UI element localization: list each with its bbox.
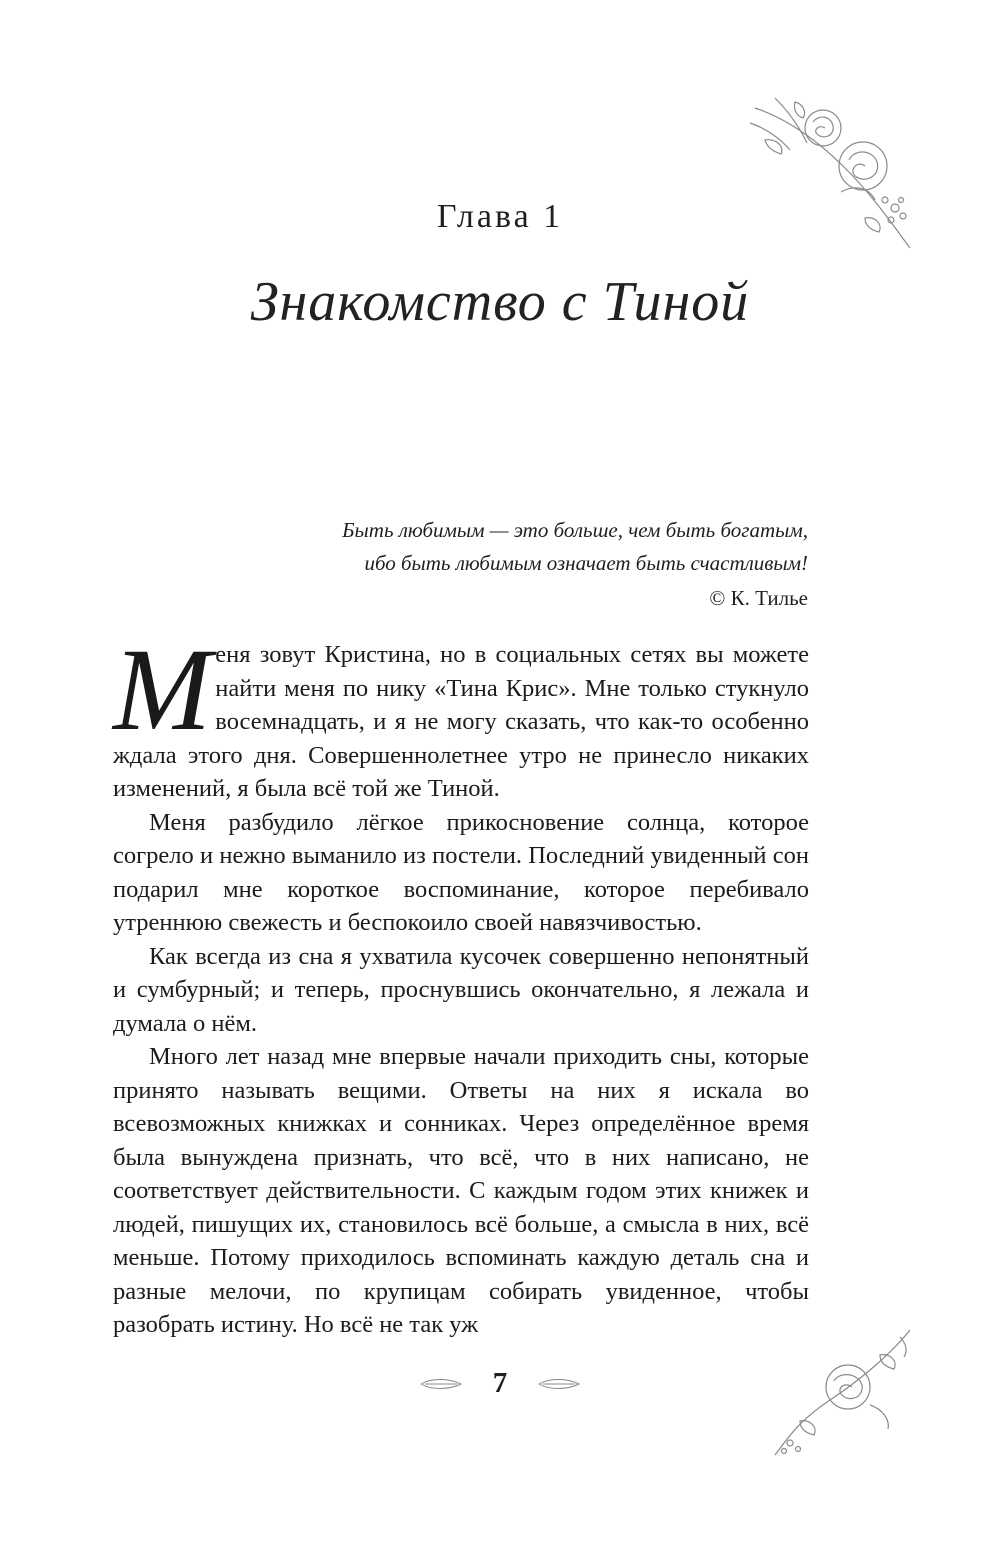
leaf-ornament-left-icon bbox=[419, 1377, 463, 1391]
paragraph: Как всегда из сна я ухватила кусочек совершенно непонятный и сумбурный; и теперь, проснувшись окончательно, я лежала и думала о нём. bbox=[113, 942, 809, 1037]
paragraph-text: еня зовут Кристина, но в социальных сетях вы можете найти меня по нику «Тина Крис». Мне только стукнуло восемнадцать, и я не могу сказать, что как-то особенно ждала этого дня. Совершеннолетнее утро не принесло никаких изменений, я была всё той же Тиной. bbox=[113, 641, 809, 802]
epigraph-attribution: © К. Тилье bbox=[709, 586, 808, 610]
paragraph bbox=[113, 624, 809, 806]
chapter-label: Глава 1 bbox=[436, 198, 564, 235]
floral-corner-bottom-icon bbox=[770, 1325, 920, 1460]
epigraph-line: Быть любимым — это больше, чем быть богатым, bbox=[342, 518, 808, 542]
chapter-body bbox=[113, 624, 809, 1342]
epigraph-line: ибо быть любимым означает быть счастливым! bbox=[364, 551, 808, 575]
paragraph: Много лет назад мне впервые начали приходить сны, которые принято называть вещими. Ответы на них я искала во всевозможных книжках и сонниках. Через определённое время была вынуждена признать, что всё, что в них написано, не соответствует действительности. С каждым годом этих книжек и людей, пишущих их, становилось всё больше, а смысла в них, всё меньше. Потому приходилось вспоминать каждую деталь сна и разные мелочи, по крупицам собирать увиденное, чтобы разобрать истину. Но всё не так уж bbox=[113, 1043, 809, 1338]
epigraph bbox=[240, 514, 808, 615]
chapter-title: Знакомство с Тиной bbox=[250, 271, 750, 333]
drop-cap: М bbox=[113, 624, 212, 755]
paragraph: Меня разбудило лёгкое прикосновение солнца, которое согрело и нежно выманило из постели. Последний увиденный сон подарил мне короткое воспоминание, которое перебивало утреннюю свежесть и беспокоило своей навязчивостью. bbox=[113, 808, 809, 936]
leaf-ornament-right-icon bbox=[537, 1377, 581, 1391]
page-number: 7 bbox=[492, 1367, 508, 1399]
